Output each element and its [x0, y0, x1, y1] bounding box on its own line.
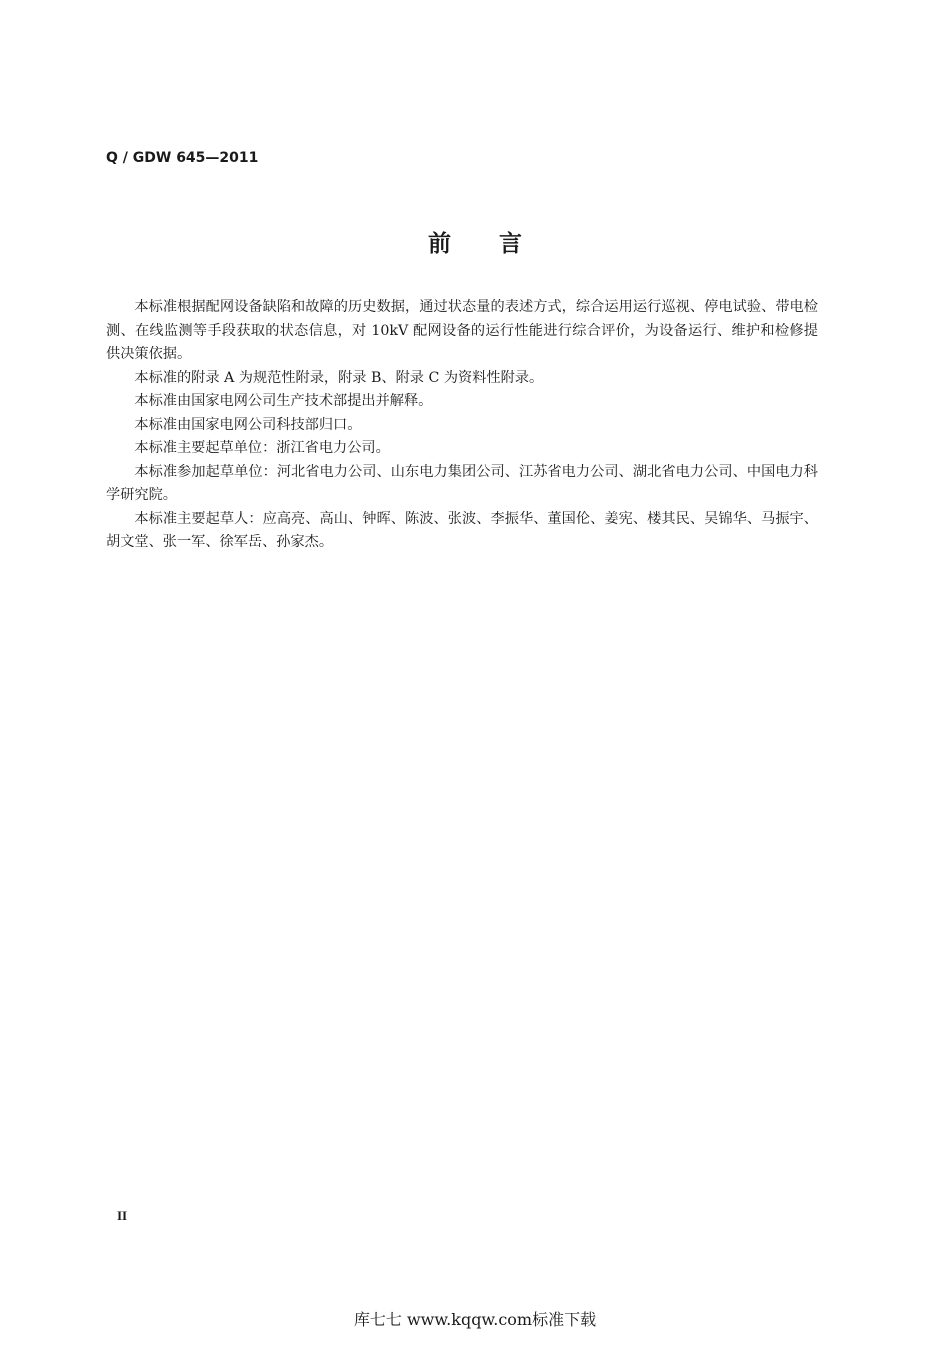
document-code: Q / GDW 645—2011 [106, 150, 259, 166]
page-number: II [117, 1208, 128, 1223]
paragraph: 本标准主要起草人：应高亮、高山、钟晖、陈波、张波、李振华、董国伦、姜宪、楼其民、吴锦华、马振宇、胡文堂、张一军、徐军岳、孙家杰。 [106, 510, 818, 550]
footer-watermark: 库七七 www.kqqw.com标准下载 [353, 1310, 597, 1329]
page-title: 前言 [428, 231, 570, 257]
paragraph: 本标准根据配网设备缺陷和故障的历史数据，通过状态量的表述方式，综合运用运行巡视、停电试验、带电检测、在线监测等手段获取的状态信息，对 10kV 配网设备的运行性能进行综合评价，为设备运行、维护和检修提供决策依据。 [106, 299, 818, 362]
paragraph: 本标准由国家电网公司科技部归口。 [134, 416, 362, 433]
paragraph: 本标准参加起草单位：河北省电力公司、山东电力集团公司、江苏省电力公司、湖北省电力公司、中国电力科学研究院。 [106, 463, 818, 503]
paragraph: 本标准由国家电网公司生产技术部提出并解释。 [134, 393, 433, 409]
foreword-body [106, 296, 818, 555]
paragraph: 本标准的附录 A 为规范性附录，附录 B、附录 C 为资料性附录。 [134, 369, 544, 386]
paragraph: 本标准主要起草单位：浙江省电力公司。 [134, 440, 390, 456]
